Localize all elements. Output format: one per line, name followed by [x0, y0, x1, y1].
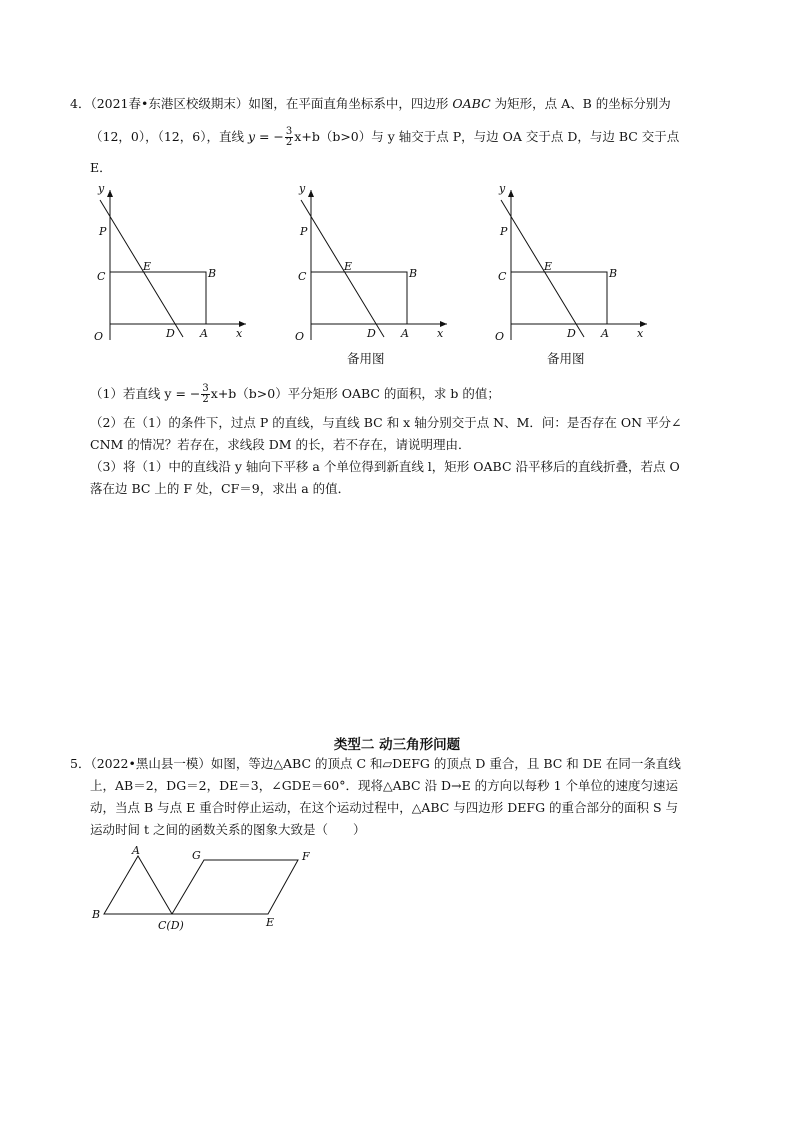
label-A: A [601, 327, 609, 340]
problem4-coords: （12，0），（12，6），直线 [90, 129, 248, 144]
label-B: B [409, 267, 418, 280]
figure-3-caption: 备用图 [547, 351, 585, 366]
label-A: A [401, 327, 409, 340]
q1-suffix: x+b（b>0）平分矩形 OABC 的面积，求 b 的值； [210, 386, 500, 401]
label-P: P [300, 225, 308, 238]
label-O: O [495, 330, 505, 343]
problem5-line2: 上，AB＝2，DG＝2，DE＝3，∠GDE＝60°．现将△ABC 沿 D→E 的方向以每秒 1 个单位的速度匀速运 [90, 778, 679, 793]
problem4-line1-suffix: 为矩形，点 A、B 的坐标分别为 [490, 96, 671, 111]
label-E: E [143, 260, 152, 273]
q1-prefix: （1）若直线 y = − [90, 386, 201, 401]
problem5-line3: 动，当点 B 与点 E 重合时停止运动，在这个运动过程中，△ABC 与四边形 DEFG 的重合部分的面积 S 与 [90, 800, 679, 815]
fraction-numerator: 3 [285, 126, 293, 137]
problem4-line1-prefix: 4．（2021春•东港区校级期末）如图，在平面直角坐标系中，四边形 [70, 96, 453, 111]
label-E: E [544, 260, 553, 273]
label-y: y [499, 182, 506, 195]
figure-2-caption: 备用图 [347, 351, 385, 366]
problem4-y-var: y [247, 129, 256, 144]
coordinate-figure-1 [86, 180, 256, 345]
label-B: B [208, 267, 217, 280]
label-C: C [97, 270, 106, 283]
label-G: G [192, 849, 201, 862]
label-O: O [295, 330, 305, 343]
label-D: D [567, 327, 576, 340]
problem4-question1 [90, 384, 500, 405]
problem5-line1: 5．（2022•黑山县一模）如图，等边△ABC 的顶点 C 和▱DEFG 的顶点 D 重合，且 BC 和 DE 在同一条直线 [70, 756, 681, 771]
problem5-line4: 运动时间 t 之间的函数关系的图象大致是（ ） [90, 822, 366, 837]
label-D: D [166, 327, 175, 340]
label-P: P [99, 225, 107, 238]
slope-fraction [285, 127, 293, 148]
problem4-question3-line2: 落在边 BC 上的 F 处，CF＝9，求出 a 的值． [90, 481, 351, 496]
label-y: y [299, 182, 306, 195]
label-B: B [92, 908, 101, 921]
problem4-line2 [90, 127, 679, 148]
problem4-eq: = − [255, 129, 284, 144]
label-B: B [609, 267, 618, 280]
problem4-question3-line1: （3）将（1）中的直线沿 y 轴向下平移 a 个单位得到新直线 l，矩形 OABC 沿平移后的直线折叠，若点 O [90, 459, 680, 474]
fraction-denominator: 2 [285, 137, 293, 148]
fraction-denominator: 2 [202, 394, 209, 405]
label-A: A [132, 844, 140, 857]
label-P: P [500, 225, 508, 238]
problem4-line2-rest: x+b（b>0）与 y 轴交于点 P，与边 OA 交于点 D，与边 BC 交于点 [294, 129, 680, 144]
label-x: x [437, 327, 444, 340]
label-E: E [344, 260, 353, 273]
label-C: C [498, 270, 507, 283]
label-x: x [637, 327, 644, 340]
label-CD: C(D) [158, 919, 184, 932]
section-title: 类型二 动三角形问题 [333, 737, 461, 753]
problem4-line3: E． [90, 160, 112, 175]
label-E: E [266, 916, 275, 929]
problem4-line1-oabc: OABC [452, 96, 491, 111]
problem4-question2-line1: （2）在（1）的条件下，过点 P 的直线，与直线 BC 和 x 轴分别交于点 N、M．问：是否存在 ON 平分∠ [90, 415, 682, 430]
problem4-question2-line2: CNM 的情况？若存在，求线段 DM 的长，若不存在，请说明理由． [90, 437, 471, 452]
label-A: A [200, 327, 208, 340]
label-y: y [98, 182, 105, 195]
triangle-parallelogram-figure [86, 842, 326, 932]
label-D: D [367, 327, 376, 340]
label-C: C [298, 270, 307, 283]
label-x: x [236, 327, 243, 340]
problem4-line1 [70, 96, 671, 112]
q1-slope-fraction [201, 384, 209, 405]
fraction-numerator: 3 [202, 383, 209, 394]
label-F: F [302, 850, 310, 863]
coordinate-figure-2 [287, 180, 457, 345]
label-O: O [94, 330, 104, 343]
coordinate-figure-3 [487, 180, 657, 345]
